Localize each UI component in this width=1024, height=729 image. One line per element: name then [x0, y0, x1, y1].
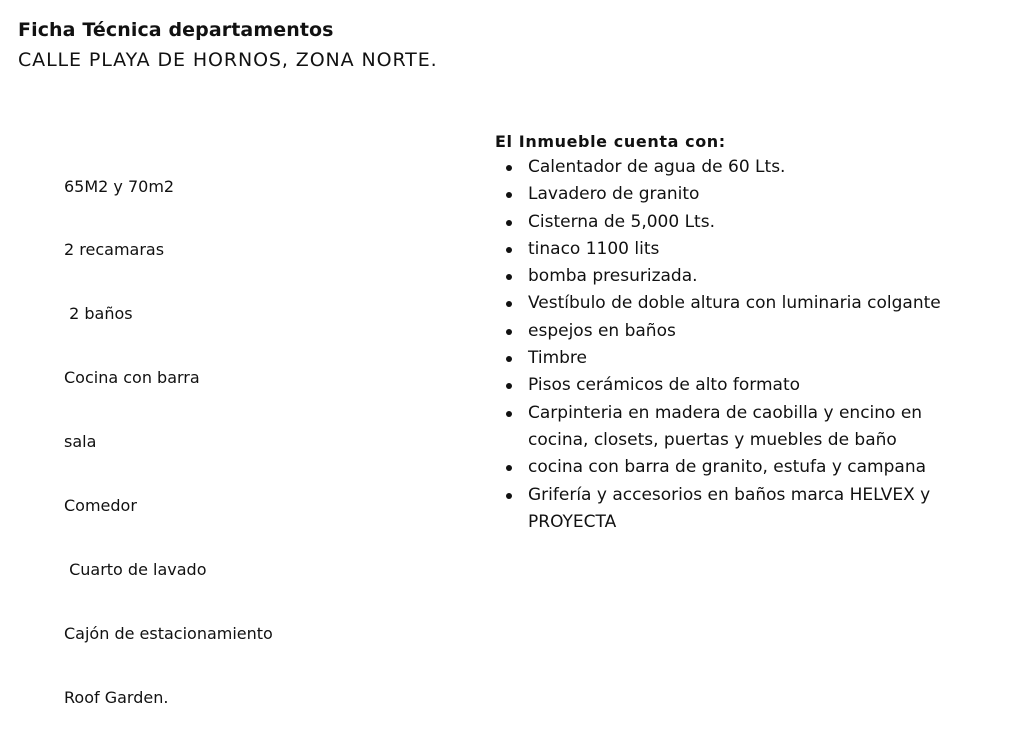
bullet-icon	[506, 329, 512, 335]
amenity-text: Lavadero de granito	[528, 184, 700, 205]
amenity-item	[506, 372, 941, 399]
bullet-icon	[506, 465, 512, 471]
spec-item: Cocina con barra	[64, 368, 200, 388]
amenity-item	[506, 345, 941, 372]
amenity-text: Pisos cerámicos de alto formato	[528, 375, 801, 396]
amenity-item	[506, 290, 941, 317]
amenity-item	[506, 482, 941, 537]
amenity-text: Vestíbulo de doble altura con luminaria colgante	[528, 293, 941, 314]
amenity-item	[506, 236, 941, 263]
amenity-text: Grifería y accesorios en baños marca HELVEX y	[528, 484, 931, 505]
bullet-icon	[506, 247, 512, 253]
spec-item: Comedor	[64, 496, 137, 516]
amenity-text: cocina con barra de granito, estufa y campana	[528, 457, 927, 478]
spec-item: 2 recamaras	[64, 240, 165, 260]
amenity-text: Calentador de agua de 60 Lts.	[528, 157, 786, 177]
amenity-item	[506, 400, 941, 455]
spec-item: Cuarto de lavado	[64, 559, 207, 579]
bullet-icon	[506, 411, 512, 417]
amenity-text: Carpinteria en madera de caobilla y encino en	[528, 402, 923, 423]
page-title: Ficha Técnica departamentos	[18, 19, 334, 41]
bullet-icon	[506, 383, 512, 389]
specs-list	[64, 133, 273, 729]
amenity-item	[506, 263, 941, 290]
spec-item: 65M2 y 70m2	[64, 176, 175, 196]
spec-item: sala	[64, 432, 97, 452]
bullet-icon	[506, 165, 512, 171]
bullet-icon	[506, 301, 512, 307]
amenity-item	[506, 454, 941, 481]
amenities-heading: El Inmueble cuenta con:	[495, 132, 726, 151]
amenity-text: cocina, closets, puertas y muebles de baño	[528, 429, 897, 450]
amenity-text: tinaco 1100 lits	[528, 238, 660, 259]
amenity-text: espejos en baños	[528, 320, 676, 341]
bullet-icon	[506, 274, 512, 280]
bullet-icon	[506, 493, 512, 499]
bullet-icon	[506, 220, 512, 226]
amenity-item	[506, 209, 941, 236]
bullet-icon	[506, 356, 512, 362]
page-subtitle: CALLE PLAYA DE HORNOS, ZONA NORTE.	[18, 49, 438, 71]
bullet-icon	[506, 192, 512, 198]
spec-item: 2 baños	[64, 304, 133, 324]
amenity-text: bomba presurizada.	[528, 266, 698, 287]
amenity-item	[506, 181, 941, 208]
amenity-item	[506, 318, 941, 345]
amenity-item	[506, 154, 941, 181]
amenity-text: Cisterna de 5,000 Lts.	[528, 211, 715, 232]
amenity-text: PROYECTA	[528, 511, 617, 532]
spec-item: Cajón de estacionamiento	[64, 623, 273, 643]
amenities-list	[506, 154, 941, 536]
amenity-text: Timbre	[528, 348, 588, 369]
spec-item: Roof Garden.	[64, 687, 169, 707]
